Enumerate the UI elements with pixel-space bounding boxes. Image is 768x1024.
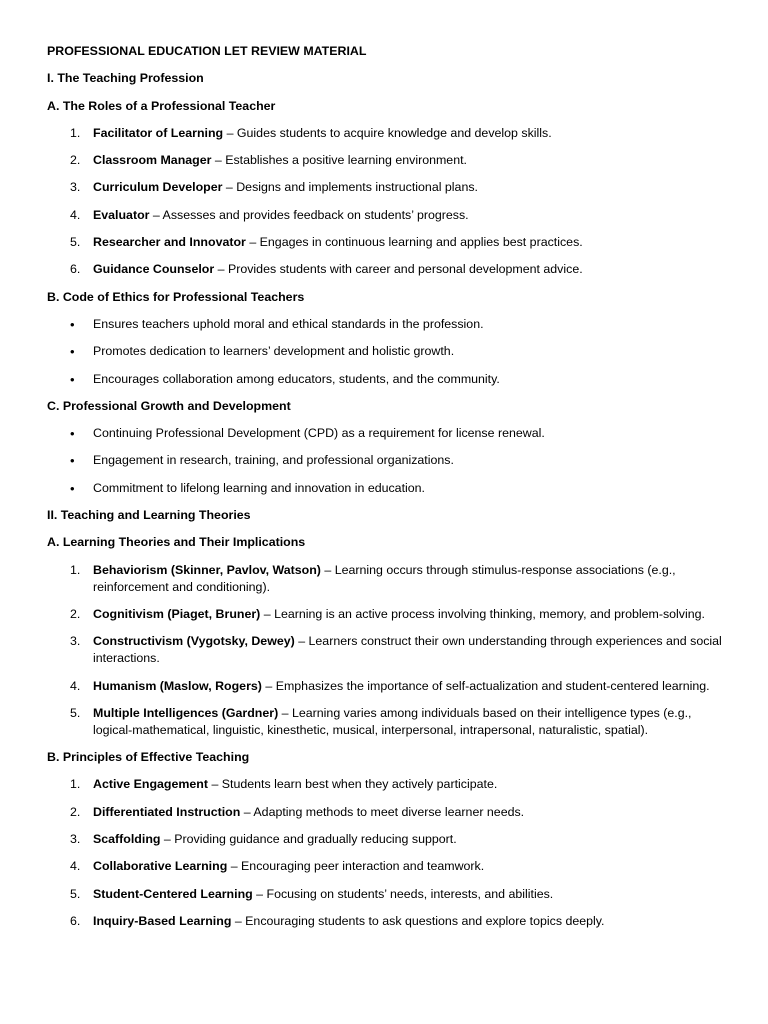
list-item-term: Behaviorism (Skinner, Pavlov, Watson) — [93, 562, 321, 577]
list-item — [47, 831, 728, 848]
list-number: 3. — [70, 634, 81, 649]
list-number: 1. — [70, 125, 81, 140]
list-item-term: Active Engagement — [93, 777, 208, 792]
growth-list — [47, 425, 728, 497]
list-item — [47, 913, 728, 930]
list-item-text: – Providing guidance and gradually reducing support. — [160, 832, 457, 847]
list-item-text: – Assesses and provides feedback on students’ progress. — [149, 207, 469, 222]
list-item-term: Classroom Manager — [93, 153, 212, 168]
subheading-learning-theories: A. Learning Theories and Their Implications — [47, 535, 306, 550]
bullet-icon: • — [70, 316, 75, 332]
list-item-text: – Learning is an active process involving thinking, memory, and problem-solving. — [260, 606, 705, 621]
list-item — [47, 858, 728, 875]
list-item — [47, 562, 728, 596]
principles-list — [47, 776, 728, 929]
list-item-term: Cognitivism (Piaget, Bruner) — [93, 606, 261, 621]
list-item-text: – Engages in continuous learning and applies best practices. — [245, 235, 583, 250]
list-item — [47, 234, 728, 251]
list-item-term: Differentiated Instruction — [93, 804, 241, 819]
list-item-term: Humanism (Maslow, Rogers) — [93, 678, 262, 693]
list-item — [47, 261, 728, 278]
list-item-text: – Students learn best when they actively participate. — [208, 777, 498, 792]
list-item-text: Engagement in research, training, and professional organizations. — [93, 453, 454, 468]
list-item-text: Commitment to lifelong learning and innovation in education. — [93, 480, 425, 495]
list-item — [47, 678, 728, 695]
list-number: 4. — [70, 207, 81, 222]
list-item-text: – Encouraging students to ask questions and explore topics deeply. — [231, 913, 605, 928]
list-number: 2. — [70, 153, 81, 168]
list-item — [47, 705, 728, 739]
list-item-text: – Establishes a positive learning environment. — [211, 153, 467, 168]
list-item-term: Scaffolding — [93, 832, 161, 847]
list-item-term: Facilitator of Learning — [93, 125, 224, 140]
list-item — [47, 152, 728, 169]
subheading-code-of-ethics: B. Code of Ethics for Professional Teachers — [47, 289, 305, 304]
list-number: 2. — [70, 606, 81, 621]
list-item-term: Researcher and Innovator — [93, 235, 246, 250]
list-item-text: – Encouraging peer interaction and teamwork. — [227, 859, 485, 874]
list-number: 5. — [70, 705, 81, 720]
list-item — [47, 452, 728, 469]
list-number: 1. — [70, 562, 81, 577]
list-item-term: Constructivism (Vygotsky, Dewey) — [93, 634, 295, 649]
subheading-principles-effective-teaching: B. Principles of Effective Teaching — [47, 750, 250, 765]
list-item — [47, 179, 728, 196]
ethics-list — [47, 316, 728, 388]
list-item-text: – Guides students to acquire knowledge and develop skills. — [223, 125, 552, 140]
list-item-text: Continuing Professional Development (CPD) as a requirement for license renewal. — [93, 426, 545, 441]
subheading-roles-of-teacher: A. The Roles of a Professional Teacher — [47, 98, 276, 113]
list-item-term: Guidance Counselor — [93, 262, 215, 277]
list-item-text: – Focusing on students’ needs, interests, and abilities. — [252, 886, 554, 901]
list-item — [47, 425, 728, 442]
list-item — [47, 804, 728, 821]
list-number: 5. — [70, 886, 81, 901]
list-number: 6. — [70, 913, 81, 928]
list-number: 4. — [70, 678, 81, 693]
list-item-text: Encourages collaboration among educators, students, and the community. — [93, 371, 500, 386]
list-number: 1. — [70, 777, 81, 792]
bullet-icon: • — [70, 371, 75, 387]
list-item — [47, 776, 728, 793]
list-item-term: Multiple Intelligences (Gardner) — [93, 705, 279, 720]
list-number: 3. — [70, 832, 81, 847]
list-number: 5. — [70, 235, 81, 250]
list-item-term: Collaborative Learning — [93, 859, 228, 874]
list-item-text: – Learning varies among individuals based on their intelligence types (e.g., logical-mathematical, linguistic, kinesthetic, musical, interpersonal, intrapersonal, naturalistic, spatial). — [93, 705, 692, 737]
list-number: 4. — [70, 859, 81, 874]
list-item-term: Evaluator — [93, 207, 150, 222]
theories-list — [47, 562, 728, 739]
list-item-text: – Designs and implements instructional plans. — [222, 180, 478, 195]
section-heading-teaching-learning-theories: II. Teaching and Learning Theories — [47, 508, 251, 523]
list-item — [47, 480, 728, 497]
list-item — [47, 633, 728, 667]
list-item — [47, 886, 728, 903]
subheading-professional-growth: C. Professional Growth and Development — [47, 398, 291, 413]
list-item — [47, 343, 728, 360]
list-item — [47, 125, 728, 142]
document-title: PROFESSIONAL EDUCATION LET REVIEW MATERIAL — [47, 44, 367, 58]
list-item-term: Student-Centered Learning — [93, 886, 253, 901]
bullet-icon: • — [70, 453, 75, 469]
list-item — [47, 207, 728, 224]
list-item — [47, 316, 728, 333]
list-item-text: – Learning occurs through stimulus-response associations (e.g., reinforcement and conditioning). — [93, 562, 676, 594]
list-item-text: – Provides students with career and personal development advice. — [214, 262, 583, 277]
list-item-text: Ensures teachers uphold moral and ethical standards in the profession. — [93, 316, 484, 331]
list-item — [47, 606, 728, 623]
section-heading-teaching-profession: I. The Teaching Profession — [47, 71, 204, 86]
list-number: 6. — [70, 262, 81, 277]
list-item-text: – Learners construct their own understanding through experiences and social interactions. — [93, 634, 722, 666]
list-number: 3. — [70, 180, 81, 195]
list-item-text: Promotes dedication to learners’ development and holistic growth. — [93, 344, 455, 359]
bullet-icon: • — [70, 344, 75, 360]
list-item-term: Inquiry-Based Learning — [93, 913, 232, 928]
roles-list — [47, 125, 728, 278]
bullet-icon: • — [70, 426, 75, 442]
list-number: 2. — [70, 804, 81, 819]
list-item-text: – Adapting methods to meet diverse learner needs. — [240, 804, 525, 819]
list-item — [47, 371, 728, 388]
list-item-term: Curriculum Developer — [93, 180, 223, 195]
list-item-text: – Emphasizes the importance of self-actualization and student-centered learning. — [261, 678, 710, 693]
bullet-icon: • — [70, 480, 75, 496]
